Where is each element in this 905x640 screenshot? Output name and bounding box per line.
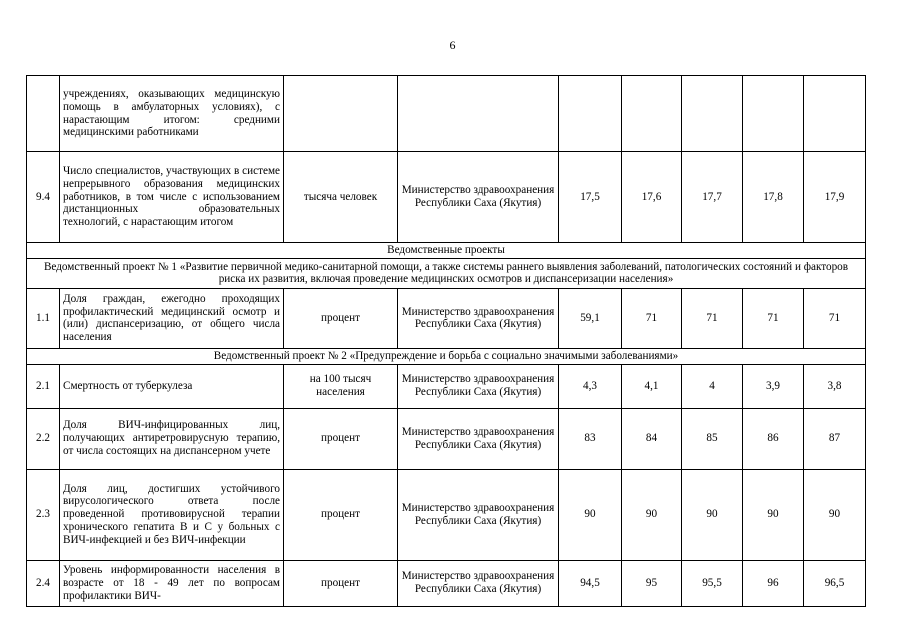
row-number: 2.1 [27,364,60,408]
value-cell: 4 [682,364,743,408]
value-cell: 17,8 [743,152,804,243]
value-cell: 96 [743,560,804,606]
value-cell: 95 [622,560,682,606]
section-header-row [27,348,866,364]
row-number: 1.1 [27,288,60,348]
section-title: Ведомственный проект № 2 «Предупреждение и борьба с социально значимыми заболеваниями» [27,348,866,364]
responsible [398,76,559,152]
value-cell: 17,9 [804,152,866,243]
responsible: Министерство здравоохранения Республики Саха (Якутия) [398,152,559,243]
table-row [27,364,866,408]
row-number [27,76,60,152]
section-title: Ведомственные проекты [27,243,866,259]
responsible: Министерство здравоохранения Республики Саха (Якутия) [398,364,559,408]
value-cell: 95,5 [682,560,743,606]
value-cell: 96,5 [804,560,866,606]
value-cell: 83 [559,408,622,469]
value-cell: 71 [682,288,743,348]
value-cell [682,76,743,152]
value-cell: 3,9 [743,364,804,408]
value-cell: 90 [559,469,622,560]
unit: процент [284,469,398,560]
value-cell: 17,7 [682,152,743,243]
value-cell: 90 [622,469,682,560]
indicator-name: Доля ВИЧ-инфицированных лиц, получающих антиретровирусную терапию, от числа состоящих на диспансерном учете [60,408,284,469]
row-number: 2.3 [27,469,60,560]
value-cell: 71 [743,288,804,348]
section-title: Ведомственный проект № 1 «Развитие первичной медико-санитарной помощи, а также системы раннего выявления заболеваний, патологических состояний и факторов риска их развития, включая проведение медицинских осмотров и диспансеризации населения» [27,258,866,288]
value-cell: 90 [682,469,743,560]
row-number: 2.2 [27,408,60,469]
table-row [27,76,866,152]
value-cell: 17,6 [622,152,682,243]
indicators-table [26,75,866,607]
value-cell: 86 [743,408,804,469]
unit: процент [284,560,398,606]
unit: тысяча человек [284,152,398,243]
table-row [27,408,866,469]
indicator-name: Число специалистов, участвующих в системе непрерывного образования медицинских работников, в том числе с использованием дистанционных образовательных технологий, с нарастающим итогом [60,152,284,243]
row-number: 9.4 [27,152,60,243]
page-number: 6 [449,38,456,52]
value-cell: 84 [622,408,682,469]
responsible: Министерство здравоохранения Республики Саха (Якутия) [398,469,559,560]
value-cell [559,76,622,152]
indicator-name: Смертность от туберкулеза [60,364,284,408]
value-cell [622,76,682,152]
indicator-name: Уровень информированности населения в возрасте от 18 - 49 лет по вопросам профилактики ВИЧ- [60,560,284,606]
row-number: 2.4 [27,560,60,606]
value-cell: 4,1 [622,364,682,408]
value-cell [743,76,804,152]
value-cell: 90 [743,469,804,560]
unit: процент [284,288,398,348]
table-row [27,469,866,560]
table-row [27,152,866,243]
indicator-name: Доля лиц, достигших устойчивого вирусологического ответа после проведенной противовирусной терапии хронического гепатита В и С у больных с ВИЧ-инфекцией и без ВИЧ-инфекции [60,469,284,560]
value-cell: 94,5 [559,560,622,606]
value-cell: 4,3 [559,364,622,408]
section-header-row [27,258,866,288]
section-header-row [27,243,866,259]
unit: на 100 тысяч населения [284,364,398,408]
responsible: Министерство здравоохранения Республики Саха (Якутия) [398,408,559,469]
unit: процент [284,408,398,469]
indicator-name: Доля граждан, ежегодно проходящих профилактический медицинский осмотр и (или) диспансеризацию, от общего числа населения [60,288,284,348]
value-cell: 17,5 [559,152,622,243]
table-row [27,288,866,348]
table-row [27,560,866,606]
value-cell: 59,1 [559,288,622,348]
value-cell: 71 [804,288,866,348]
indicator-name: учреждениях, оказывающих медицинскую помощь в амбулаторных условиях), с нарастающим итогом: средними медицинскими работниками [60,76,284,152]
responsible: Министерство здравоохранения Республики Саха (Якутия) [398,560,559,606]
unit [284,76,398,152]
value-cell [804,76,866,152]
value-cell: 71 [622,288,682,348]
value-cell: 87 [804,408,866,469]
value-cell: 90 [804,469,866,560]
value-cell: 85 [682,408,743,469]
value-cell: 3,8 [804,364,866,408]
responsible: Министерство здравоохранения Республики Саха (Якутия) [398,288,559,348]
